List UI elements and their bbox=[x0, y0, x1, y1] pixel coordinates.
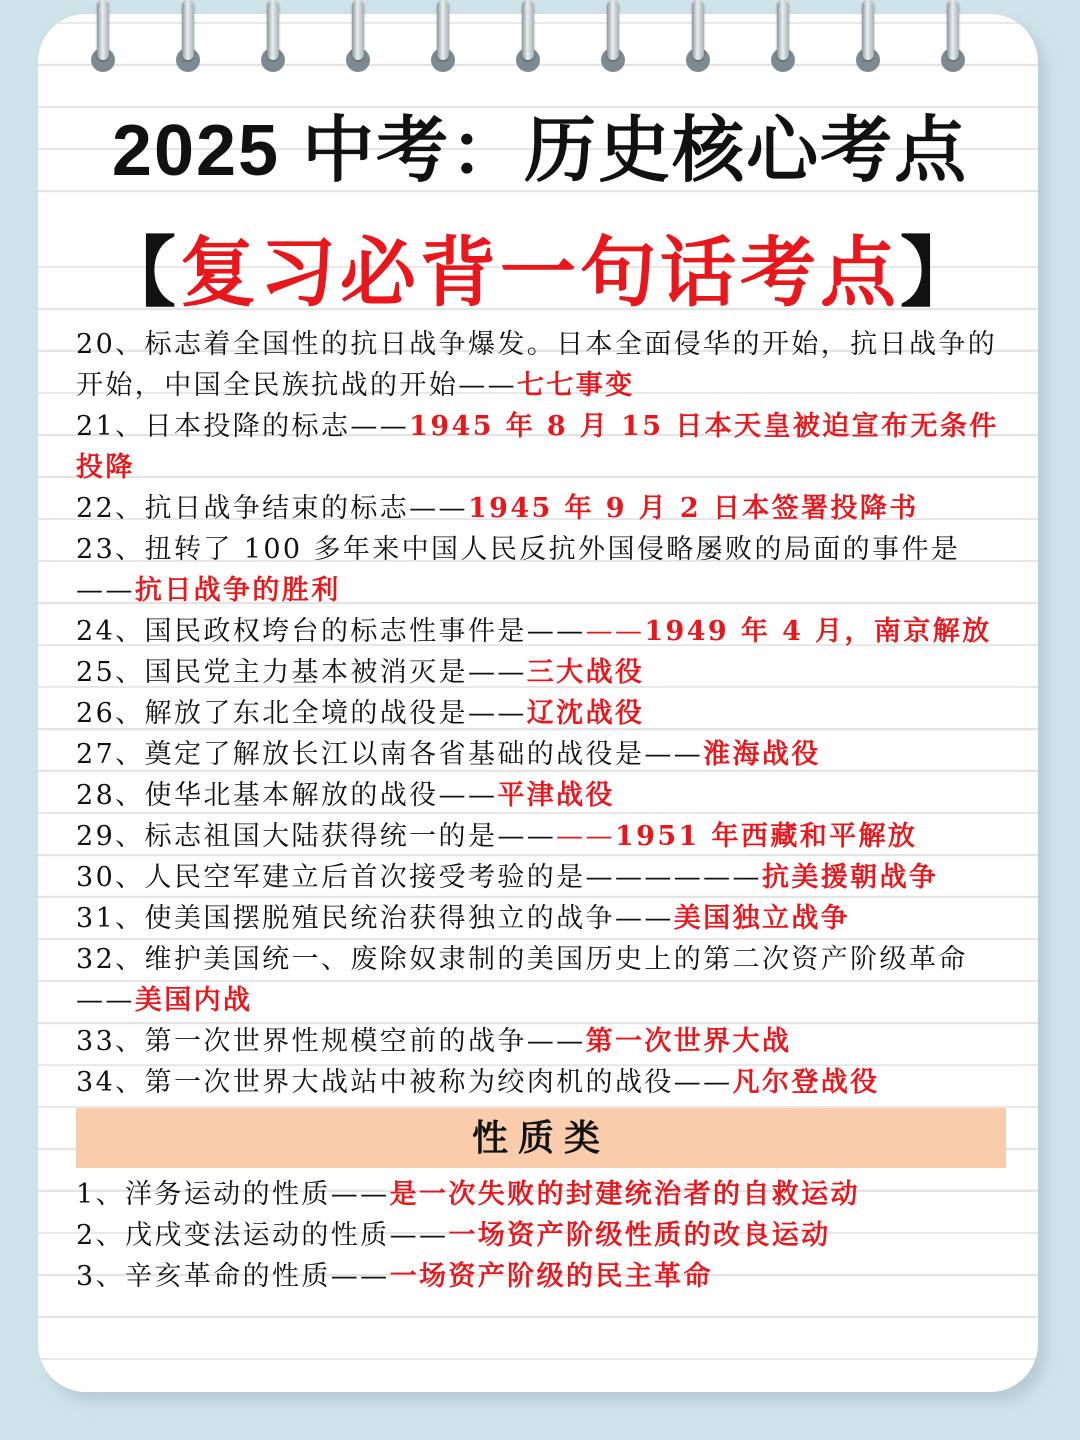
list-item bbox=[76, 734, 1006, 775]
binding-ring bbox=[346, 0, 370, 80]
item-answer: 三大战役 bbox=[526, 657, 645, 688]
list-item bbox=[76, 488, 1006, 529]
list-item bbox=[76, 693, 1006, 734]
item-answer: 凡尔登战役 bbox=[732, 1067, 880, 1098]
item-question: 28、使华北基本解放的战役—— bbox=[76, 780, 498, 811]
item-answer: 1949 年 4 月，南京解放 bbox=[644, 616, 992, 647]
list-item bbox=[76, 816, 1006, 857]
binding-ring bbox=[856, 0, 880, 80]
item-question: 21、日本投降的标志—— bbox=[76, 411, 410, 442]
item-question: 33、第一次世界性规模空前的战争—— bbox=[76, 1026, 586, 1057]
list-item bbox=[76, 611, 1006, 652]
item-question: 34、第一次世界大战站中被称为绞肉机的战役—— bbox=[76, 1067, 733, 1098]
item-answer: 1945 年 8 月 15 日本天皇被迫宣布无条件投降 bbox=[76, 411, 999, 483]
list-item bbox=[76, 652, 1006, 693]
item-question: 22、抗日战争结束的标志—— bbox=[76, 493, 468, 524]
list-item bbox=[76, 529, 1006, 611]
item-answer: 一场资产阶级的民主革命 bbox=[389, 1261, 713, 1292]
binding-ring bbox=[601, 0, 625, 80]
item-question: 24、国民政权垮台的标志性事件是—— bbox=[76, 616, 586, 647]
item-question: 2、戊戌变法运动的性质—— bbox=[76, 1220, 449, 1251]
item-answer: 抗日战争的胜利 bbox=[134, 575, 341, 606]
item-question: 26、解放了东北全境的战役是—— bbox=[76, 698, 527, 729]
item-answer: 辽沈战役 bbox=[526, 698, 645, 729]
item-answer: 美国内战 bbox=[134, 985, 253, 1016]
binding-ring bbox=[261, 0, 285, 80]
page-subtitle bbox=[0, 212, 1080, 321]
item-question: 30、人民空军建立后首次接受考验的是—————— bbox=[76, 862, 762, 893]
item-answer: 是一次失败的封建统治者的自救运动 bbox=[389, 1179, 860, 1210]
item-question: 29、标志祖国大陆获得统一的是—— bbox=[76, 821, 557, 852]
binding-ring bbox=[771, 0, 795, 80]
item-answer: 1951 年西藏和平解放 bbox=[614, 821, 918, 852]
item-answer: 一场资产阶级性质的改良运动 bbox=[448, 1220, 831, 1251]
content-body bbox=[76, 324, 1006, 1297]
list-item bbox=[76, 1021, 1006, 1062]
item-answer: 平津战役 bbox=[497, 780, 615, 811]
item-dash: —— bbox=[585, 616, 645, 647]
item-answer: 美国独立战争 bbox=[673, 903, 851, 934]
list-item bbox=[76, 406, 1006, 488]
subtitle-left-bracket: 【 bbox=[100, 228, 180, 317]
item-answer: 抗美援朝战争 bbox=[761, 862, 939, 893]
list-item bbox=[76, 775, 1006, 816]
binding-ring bbox=[516, 0, 540, 80]
item-answer: 七七事变 bbox=[517, 370, 635, 401]
list-item bbox=[76, 1215, 1006, 1256]
item-question: 27、奠定了解放长江以南各省基础的战役是—— bbox=[76, 739, 704, 770]
binding-ring bbox=[941, 0, 965, 80]
item-question: 25、国民党主力基本被消灭是—— bbox=[76, 657, 527, 688]
item-question: 20、标志着全国性的抗日战争爆发。日本全面侵华的开始，抗日战争的开始，中国全民族抗战的开始—— bbox=[76, 329, 998, 401]
list-item bbox=[76, 1256, 1006, 1297]
binding-ring bbox=[176, 0, 200, 80]
item-answer: 1945 年 9 月 2 日本签署投降书 bbox=[467, 493, 919, 524]
list-item bbox=[76, 324, 1006, 406]
item-question: 3、辛亥革命的性质—— bbox=[76, 1261, 390, 1292]
item-question: 23、扭转了 100 多年来中国人民反抗外国侵略屡败的局面的事件是—— bbox=[76, 534, 961, 606]
binding-ring bbox=[686, 0, 710, 80]
item-question: 32、维护美国统一、废除奴隶制的美国历史上的第二次资产阶级革命—— bbox=[76, 944, 968, 1016]
list-item bbox=[76, 857, 1006, 898]
subtitle-right-bracket: 】 bbox=[900, 228, 980, 317]
list-item bbox=[76, 1174, 1006, 1215]
section-header: 性质类 bbox=[76, 1108, 1006, 1168]
spiral-binding bbox=[0, 0, 1080, 90]
list-item bbox=[76, 898, 1006, 939]
binding-ring bbox=[91, 0, 115, 80]
item-question: 31、使美国摆脱殖民统治获得独立的战争—— bbox=[76, 903, 674, 934]
item-dash: —— bbox=[556, 821, 615, 852]
binding-ring bbox=[431, 0, 455, 80]
list-item bbox=[76, 1062, 1006, 1103]
item-answer: 第一次世界大战 bbox=[585, 1026, 792, 1057]
item-answer: 淮海战役 bbox=[703, 739, 821, 770]
page-title: 2025 中考：历史核心考点 bbox=[111, 111, 969, 191]
subtitle-text: 复习必背一句话考点 bbox=[180, 228, 900, 317]
list-item bbox=[76, 939, 1006, 1021]
item-question: 1、洋务运动的性质—— bbox=[76, 1179, 390, 1210]
